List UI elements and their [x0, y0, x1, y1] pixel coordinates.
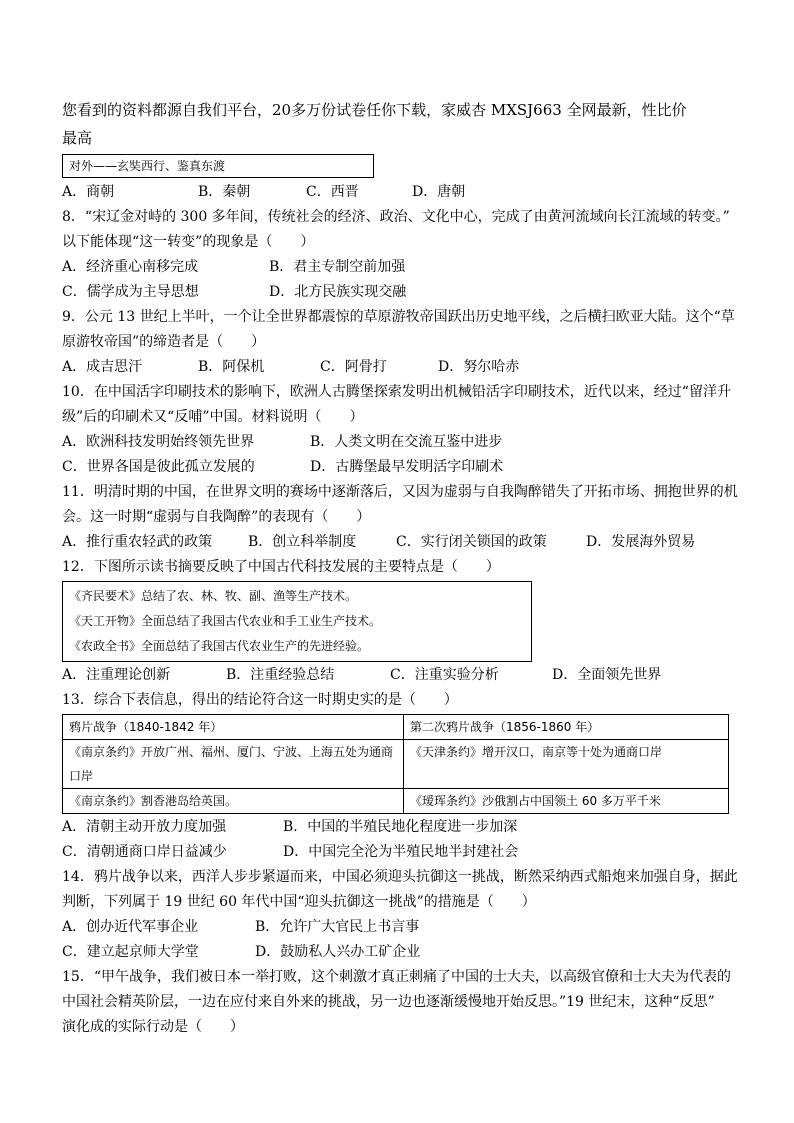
q8-options-row1: [62, 255, 742, 280]
q14-options-row2: [62, 940, 742, 965]
q8-option-c[interactable]: C．儒学成为主导思想: [62, 284, 199, 300]
table-header-opium-war-2: 第二次鸦片战争（1856-1860 年）: [404, 715, 729, 740]
q8-stem-line1: 8．“宋辽金对峙的 300 多年间，传统社会的经济、政治、文化中心，完成了由黄河流域向长江流域的转变。”: [62, 209, 730, 225]
q13-option-c[interactable]: C．清朝通商口岸日益减少: [62, 844, 227, 860]
q11-option-a[interactable]: A．推行重农轻武的政策: [62, 534, 213, 550]
q14-option-a[interactable]: A．创办近代军事企业: [62, 919, 199, 935]
q12-note-nongzheng: 《农政全书》全面总结了我国古代农业生产的先进经验。: [69, 639, 370, 653]
q9-options: [62, 355, 742, 380]
q7-option-b[interactable]: B．秦朝: [198, 184, 251, 200]
q7-option-a[interactable]: A．商朝: [62, 184, 115, 200]
q10-option-a[interactable]: A．欧洲科技发明始终领先世界: [62, 434, 255, 450]
q15-stem-line3: 演化成的实际行动是（ ）: [62, 1019, 244, 1035]
q12-option-d[interactable]: D．全面领先世界: [552, 667, 662, 683]
q9-stem-line2: 原游牧帝国”的缔造者是（ ）: [62, 334, 266, 350]
q14-option-d[interactable]: D．鼓励私人兴办工矿企业: [255, 944, 421, 960]
q13-option-a[interactable]: A．清朝主动开放力度加强: [62, 819, 227, 835]
q14-options-row1: [62, 915, 742, 940]
q7-option-c[interactable]: C．西晋: [306, 184, 359, 200]
q12-stem: 12．下图所示读书摘要反映了中国古代科技发展的主要特点是（ ）: [62, 559, 500, 575]
q9-option-d[interactable]: D．努尔哈赤: [438, 359, 520, 375]
table-row: [63, 740, 729, 789]
q12-note-tiangong: 《天工开物》全面总结了我国古代农业和手工业生产技术。: [69, 614, 382, 628]
table-header-opium-war-1: 鸦片战争（1840-1842 年）: [63, 715, 404, 740]
q12-option-a[interactable]: A．注重理论创新: [62, 667, 171, 683]
q14-stem-line2: 判断，下列属于 19 世纪 60 年代中国“迎头抗御这一挑战”的措施是（ ）: [62, 894, 536, 910]
q7-option-d[interactable]: D．唐朝: [412, 184, 466, 200]
table-cell: 《瑷珲条约》沙俄割占中国领土 60 多万平千米: [404, 789, 729, 814]
q12-option-b[interactable]: B．注重经验总结: [226, 667, 335, 683]
q10-option-b[interactable]: B．人类文明在交流互鉴中进步: [310, 434, 503, 450]
q10-stem-line2: 级”后的印刷术又“反哺”中国。材料说明（ ）: [62, 409, 364, 425]
table-cell: 《南京条约》开放广州、福州、厦门、宁波、上海五处为通商口岸: [63, 740, 404, 789]
q8-option-b[interactable]: B．君主专制空前加强: [269, 259, 406, 275]
q13-options-row1: [62, 815, 742, 840]
q12-option-c[interactable]: C．注重实验分析: [390, 667, 499, 683]
q8-stem-line2: 以下能体现“这一转变”的现象是（ ）: [62, 234, 315, 250]
q11-stem-line2: 会。这一时期“虚弱与自我陶醉”的表现有（ ）: [62, 509, 371, 525]
q15-stem-line2: 中国社会精英阶层，一边在应付来自外来的挑战，另一边也逐渐缓慢地开始反思。”19 世纪末，这种“反思”: [62, 994, 715, 1010]
q14-option-c[interactable]: C．建立起京师大学堂: [62, 944, 199, 960]
q11-option-c[interactable]: C．实行闭关锁国的政策: [396, 534, 547, 550]
q11-option-d[interactable]: D．发展海外贸易: [586, 534, 696, 550]
q10-option-d[interactable]: D．古腾堡最早发明活字印刷术: [310, 459, 504, 475]
q12-reading-notes-box: [62, 581, 532, 662]
q8-option-a[interactable]: A．经济重心南移完成: [62, 259, 199, 275]
table-cell: 《南京条约》割香港岛给英国。: [63, 789, 404, 814]
q13-stem: 13．综合下表信息，得出的结论符合这一时期史实的是（ ）: [62, 692, 458, 708]
table-row: [63, 789, 729, 814]
q8-options-row2: [62, 280, 742, 305]
q14-option-b[interactable]: B．允许广大官民上书言事: [255, 919, 420, 935]
q15-stem-line1: 15．“甲午战争，我们被日本一举打败，这个刺激才真正刺痛了中国的士大夫，以高级官僚和士大夫为代表的: [62, 969, 731, 985]
table-cell: 《天津条约》增开汉口，南京等十处为通商口岸: [404, 740, 729, 789]
q8-option-d[interactable]: D．北方民族实现交融: [269, 284, 407, 300]
q7-options: [62, 180, 742, 205]
q9-option-b[interactable]: B．阿保机: [198, 359, 265, 375]
q11-stem-line1: 11．明清时期的中国，在世界文明的赛场中逐渐落后，又因为虚弱与自我陶醉错失了开拓市场、拥抱世界的机: [62, 484, 738, 500]
q13-options-row2: [62, 840, 742, 865]
q11-option-b[interactable]: B．创立科举制度: [248, 534, 357, 550]
promo-header-line1: 您看到的资料都源自我们平台，20多万份试卷任你下载，家威杏 MXSJ663 全网最新，性比价: [62, 101, 687, 119]
q10-option-c[interactable]: C．世界各国是彼此孤立发展的: [62, 459, 255, 475]
q10-options-row1: [62, 430, 742, 455]
q12-options: [62, 663, 742, 688]
q9-stem-line1: 9．公元 13 世纪上半叶，一个让全世界都震惊的草原游牧帝国跃出历史地平线，之后横扫欧亚大陆。这个“草: [62, 309, 735, 325]
table-row: [63, 715, 729, 740]
q11-options: [62, 530, 742, 555]
q9-option-c[interactable]: C．阿骨打: [320, 359, 387, 375]
q10-options-row2: [62, 455, 742, 480]
q13-option-b[interactable]: B．中国的半殖民地化程度进一步加深: [283, 819, 518, 835]
q13-option-d[interactable]: D．中国完全沦为半殖民地半封建社会: [283, 844, 519, 860]
q7-material-box: 对外——玄奘西行、鉴真东渡: [62, 154, 374, 178]
q13-treaty-table: [62, 714, 729, 814]
promo-header-line2: 最高: [62, 129, 93, 147]
q14-stem-line1: 14．鸦片战争以来，西洋人步步紧逼而来，中国必须迎头抗御这一挑战，断然采纳西式船炮来加强自身，据此: [62, 869, 738, 885]
q9-option-a[interactable]: A．成吉思汗: [62, 359, 143, 375]
q10-stem-line1: 10．在中国活字印刷技术的影响下，欧洲人古腾堡探索发明出机械铅活字印刷技术，近代以来，经过“留洋升: [62, 384, 731, 400]
exam-page: [62, 96, 742, 1040]
q12-note-qimin: 《齐民要术》总结了农、林、牧、副、渔等生产技术。: [69, 589, 358, 603]
